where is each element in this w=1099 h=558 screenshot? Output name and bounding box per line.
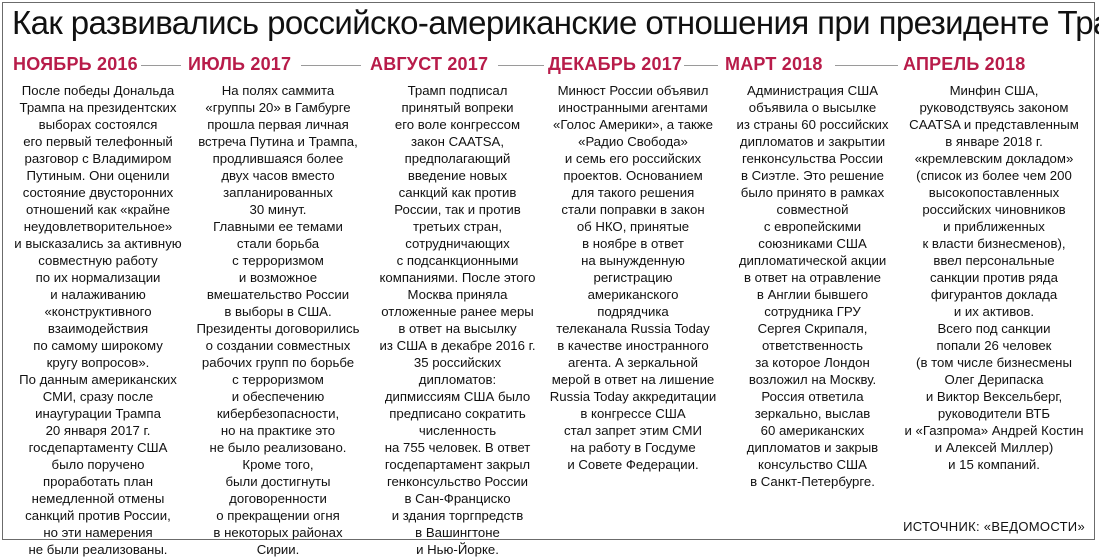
column-text: После победы Дональда Трампа на президентских выборах состоялся его первый телефонный разговор с Владимиром Путиным. Они оценили состояние двусторонних отношений как «крайне неудовлетворительное» и высказались за активную совместную работу по их нормализации и налаживанию «конструктивного взаимодействия по самому широкому кругу вопросов». По данным американских СМИ, сразу после инаугурации Трампа 20 января 2017 г. госдепартаменту США было поручено проработать план немедленной отмены санкций против России, но эти намерения не были реализованы. bbox=[13, 82, 183, 558]
column-header bbox=[903, 52, 1085, 82]
header-divider bbox=[141, 65, 181, 66]
column-text: Трамп подписал принятый вопреки его воле конгрессом закон CAATSA, предполагающий введение новых санкций как против России, так и против третьих стран, сотрудничающих с подсанкционными компаниями. После этого Москва приняла отложенные ранее меры в ответ на высылку из США в декабре 2016 г. 35 российских дипломатов: дипмиссиям США было предписано сократить численность на 755 человек. В ответ госдепартамент закрыл генконсульство России в Сан-Франциско и здания торгпредств в Вашингтоне и Нью-Йорке. bbox=[370, 82, 545, 558]
timeline-column-aug-2017 bbox=[370, 52, 545, 558]
column-header bbox=[13, 52, 183, 82]
column-header bbox=[188, 52, 368, 82]
header-divider bbox=[835, 65, 898, 66]
column-text: Администрация США объявила о высылке из страны 60 российских дипломатов и закрытии генконсульства России в Сиэтле. Это решение было принято в рамках совместной с европейскими союзниками США дипломатической акции в ответ на отравление в Англии бывшего сотрудника ГРУ Сергея Скрипаля, ответственность за которое Лондон возложил на Москву. Россия ответила зеркально, выслав 60 американских дипломатов и закрыв консульство США в Санкт-Петербурге. bbox=[725, 82, 900, 490]
column-header bbox=[548, 52, 718, 82]
timeline-column-nov-2016 bbox=[13, 52, 183, 558]
timeline-column-mar-2018 bbox=[725, 52, 900, 490]
timeline-column-jul-2017 bbox=[188, 52, 368, 558]
column-month: АВГУСТ 2017 bbox=[370, 52, 488, 76]
column-text: На полях саммита «группы 20» в Гамбурге прошла первая личная встреча Путина и Трампа, продлившаяся более двух часов вместо запланированных 30 минут. Главными ее темами стали борьба с терроризмом и возможное вмешательство России в выборы в США. Президенты договорились о создании совместных рабочих групп по борьбе с терроризмом и обеспечению кибербезопасности, но на практике это не было реализовано. Кроме того, были достигнуты договоренности о прекращении огня в некоторых районах Сирии. bbox=[188, 82, 368, 558]
column-month: ИЮЛЬ 2017 bbox=[188, 52, 291, 76]
header-divider bbox=[301, 65, 361, 66]
column-month: НОЯБРЬ 2016 bbox=[13, 52, 138, 76]
column-header bbox=[370, 52, 545, 82]
column-text: Минюст России объявил иностранными агентами «Голос Америки», а также «Радио Свобода» и семь его российских проектов. Основанием для такого решения стали поправки в закон об НКО, принятые в ноябре в ответ на вынужденную регистрацию американского подрядчика телеканала Russia Today в качестве иностранного агента. А зеркальной мерой в ответ на лишение Russia Today аккредитации в конгрессе США стал запрет этим СМИ на работу в Госдуме и Совете Федерации. bbox=[548, 82, 718, 473]
column-header bbox=[725, 52, 900, 82]
timeline-columns bbox=[0, 52, 1099, 540]
timeline-column-apr-2018 bbox=[903, 52, 1085, 473]
header-divider bbox=[684, 65, 718, 66]
column-month: ДЕКАБРЬ 2017 bbox=[548, 52, 682, 76]
column-month: МАРТ 2018 bbox=[725, 52, 823, 76]
timeline-column-dec-2017 bbox=[548, 52, 718, 473]
column-month: АПРЕЛЬ 2018 bbox=[903, 52, 1026, 76]
source-credit: ИСТОЧНИК: «ВЕДОМОСТИ» bbox=[903, 519, 1085, 534]
column-text: Минфин США, руководствуясь законом CAATSA и представленным в январе 2018 г. «кремлевским докладом» (список из более чем 200 высокопоставленных российских чиновников и приближенных к власти бизнесменов), ввел персональные санкции против ряда фигурантов доклада и их активов. Всего под санкции попали 26 человек (в том числе бизнесмены Олег Дерипаска и Виктор Вексельберг, руководители ВТБ и «Газпрома» Андрей Костин и Алексей Миллер) и 15 компаний. bbox=[903, 82, 1085, 473]
header-divider bbox=[498, 65, 544, 66]
page-title: Как развивались российско-американские отношения при президенте Трампе bbox=[12, 3, 1099, 43]
